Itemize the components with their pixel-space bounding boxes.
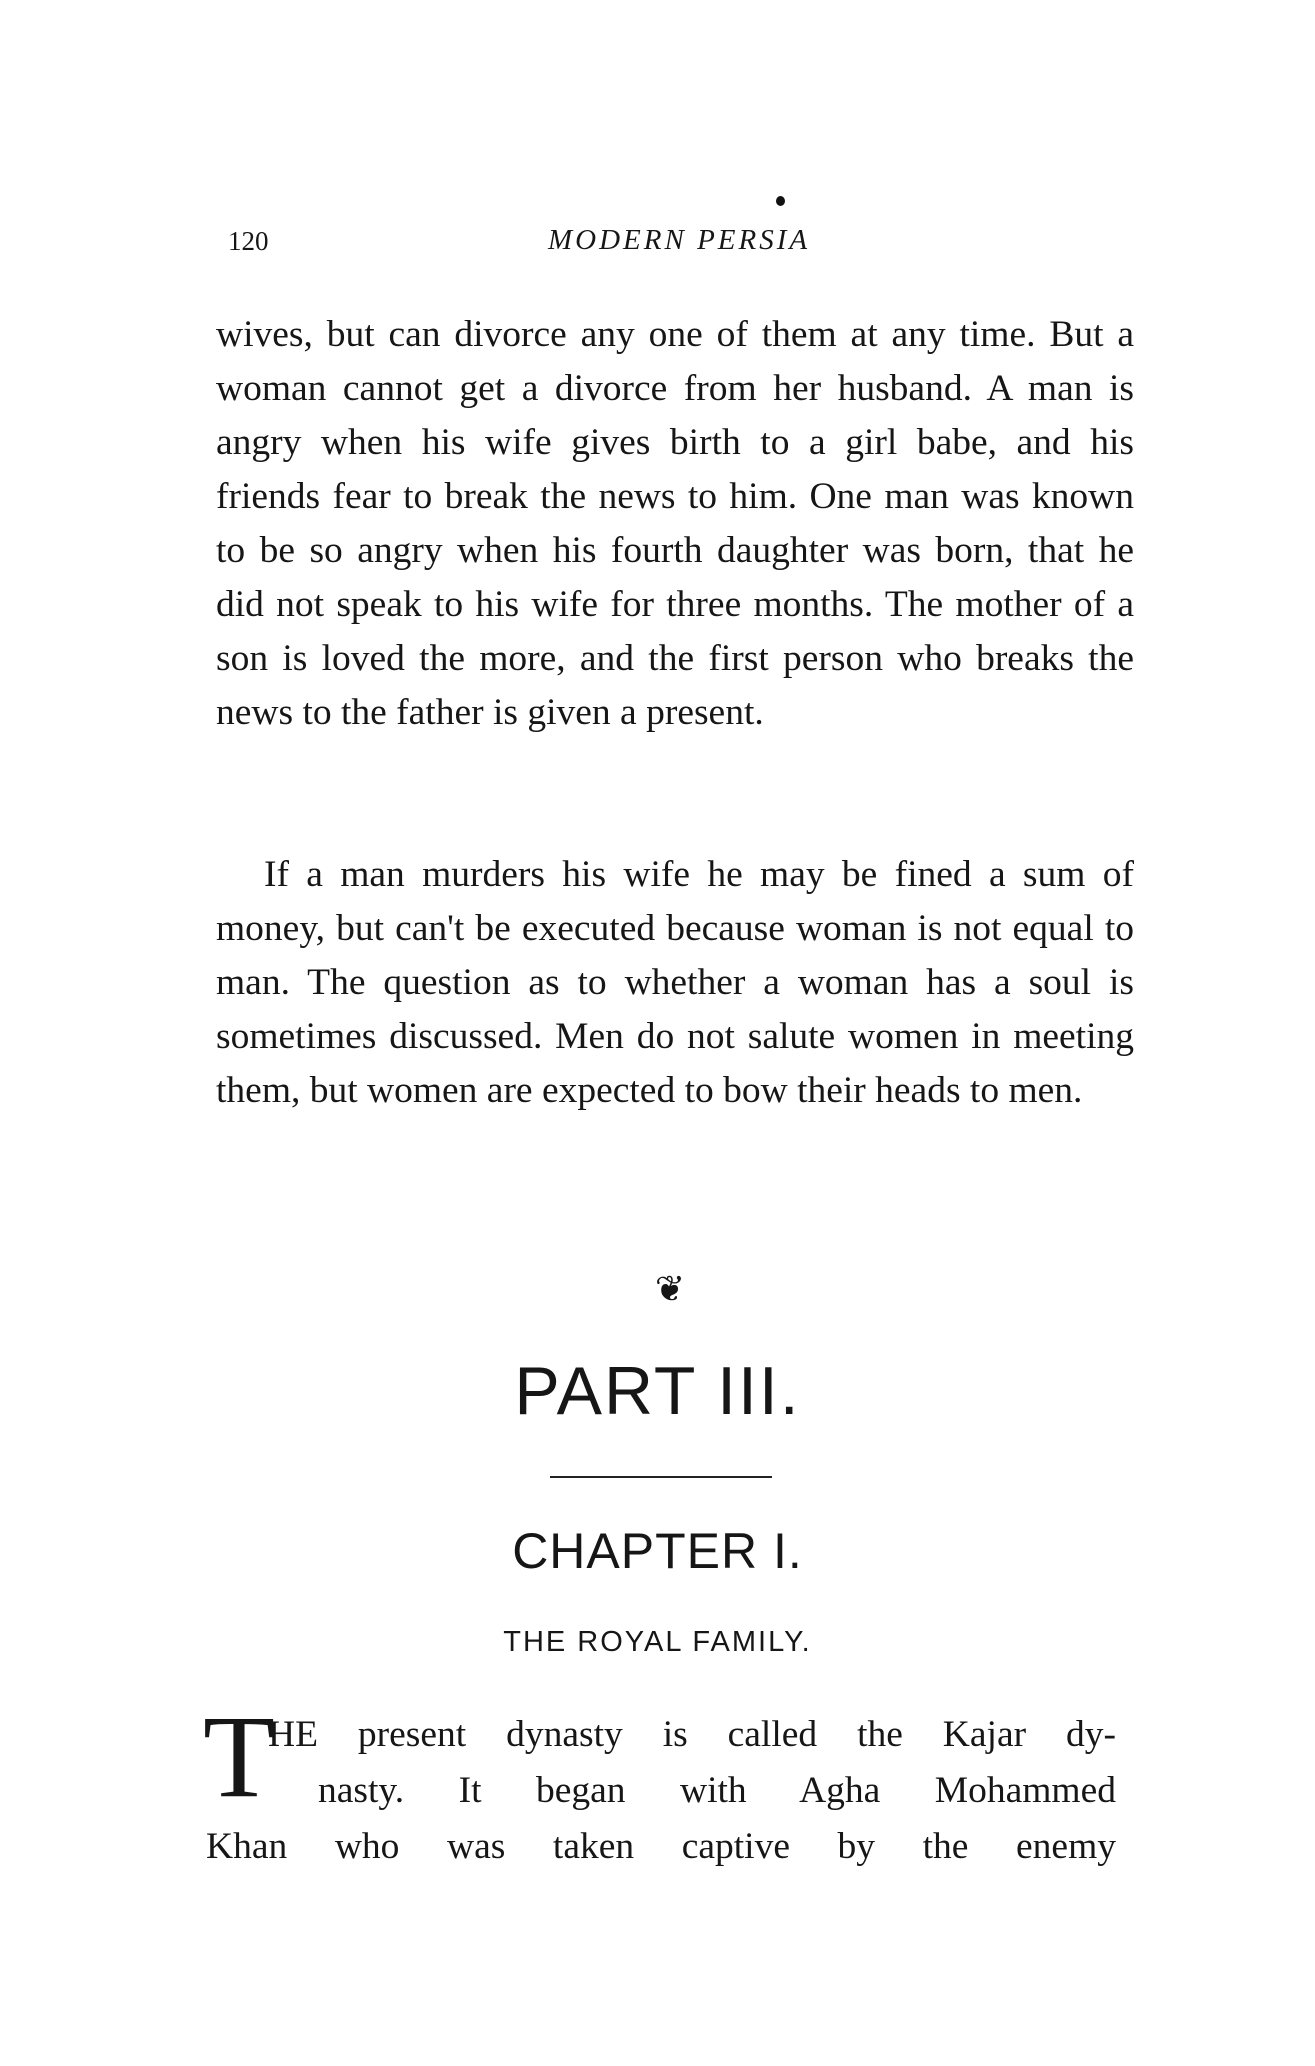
running-head: MODERN PERSIA: [548, 224, 811, 256]
paragraph-continued: wives, but can divorce any one of them at any time. But a woman cannot get a divorce from her husband. A man is angry when his wife gives birth to a girl babe, and his friends fear to break the news to him. One man was known to be so angry when his fourth daughter was born, that he did not speak to his wife for three months. The mother of a son is loved the more, and the first person who breaks the news to the father is given a present.: [216, 314, 1134, 733]
paragraph: If a man murders his wife he may be fined a sum of money, but can't be executed because woman is not equal to man. The question as to whether a woman has a soul is sometimes discussed. Men do not salute women in meeting them, but women are expected to bow their heads to men.: [216, 854, 1134, 1111]
ornament-icon: ❦: [654, 1269, 686, 1310]
opening-line: nasty. It began with Agha Mohammed: [318, 1770, 1116, 1811]
divider-rule: [550, 1476, 772, 1478]
ink-speck: [776, 196, 785, 206]
page-number: 120: [228, 226, 269, 256]
chapter-subtitle: THE ROYAL FAMILY.: [503, 1626, 812, 1658]
opening-line: Khan who was taken captive by the enemy: [206, 1826, 1116, 1867]
part-title: PART III.: [514, 1353, 801, 1429]
drop-cap: T: [203, 1691, 276, 1822]
chapter-title: CHAPTER I.: [512, 1523, 803, 1579]
opening-line: HE present dynasty is called the Kajar dy-: [268, 1714, 1116, 1755]
page-header: [228, 220, 1138, 260]
